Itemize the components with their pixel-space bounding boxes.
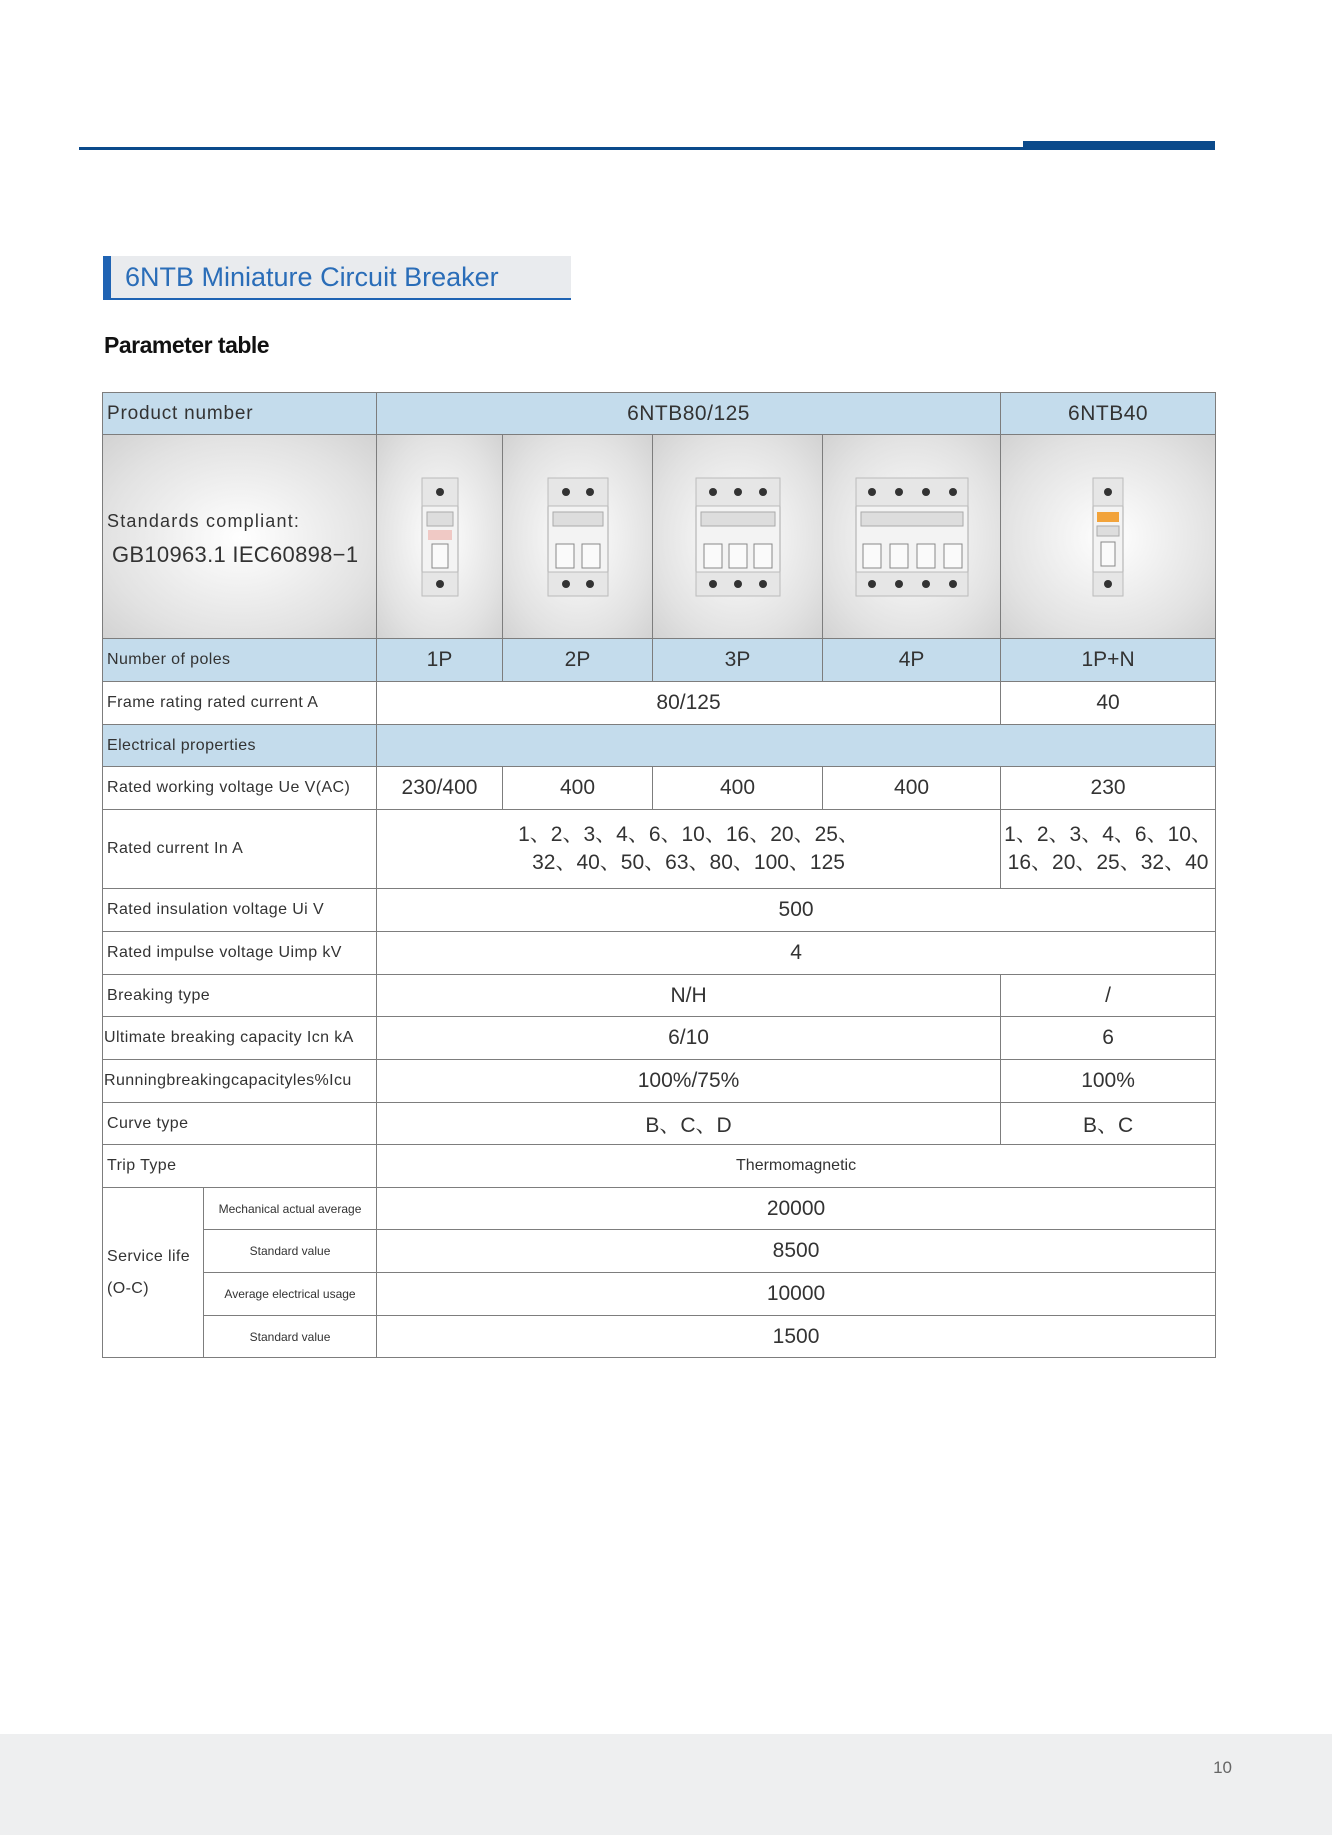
row-label: Frame rating rated current A xyxy=(103,682,377,725)
service-sub-label: Average electrical usage xyxy=(204,1273,377,1316)
running-a: 100%/75% xyxy=(377,1060,1001,1103)
breaker-image-3p xyxy=(653,435,823,639)
section-title-box xyxy=(103,256,571,300)
table-row xyxy=(103,725,1216,767)
table-row xyxy=(103,1017,1216,1060)
ultimate-b: 6 xyxy=(1001,1017,1216,1060)
table-row xyxy=(103,682,1216,725)
curve-b: B、C xyxy=(1001,1103,1216,1145)
frame-value-b: 40 xyxy=(1001,682,1216,725)
row-label: Runningbreakingcapacityles%Icu xyxy=(103,1060,377,1103)
voltage-3p: 400 xyxy=(653,767,823,810)
service-sub-label: Standard value xyxy=(204,1316,377,1358)
breaker-1p-icon xyxy=(410,472,470,602)
row-label: Product number xyxy=(103,393,377,435)
rated-current-b-line1: 1、2、3、4、6、10、 xyxy=(1004,823,1212,846)
table-row xyxy=(103,435,1216,639)
impulse-value: 4 xyxy=(377,932,1216,975)
poles-1p: 1P xyxy=(377,639,503,682)
table-row xyxy=(103,1230,1216,1273)
poles-1pn: 1P+N xyxy=(1001,639,1216,682)
electrical-blank xyxy=(377,725,1216,767)
breaker-image-4p xyxy=(823,435,1001,639)
breaker-1pn-icon xyxy=(1083,472,1133,602)
product-group-b: 6NTB40 xyxy=(1001,393,1216,435)
breaker-4p-icon xyxy=(850,472,974,602)
row-label: Number of poles xyxy=(103,639,377,682)
header-rule-accent xyxy=(1023,141,1215,150)
breaker-image-1pn xyxy=(1001,435,1216,639)
breaker-2p-icon xyxy=(538,472,618,602)
ultimate-a: 6/10 xyxy=(377,1017,1001,1060)
row-label: Rated working voltage Ue V(AC) xyxy=(103,767,377,810)
standards-cell xyxy=(103,435,377,639)
poles-4p: 4P xyxy=(823,639,1001,682)
row-label: Rated impulse voltage Uimp kV xyxy=(103,932,377,975)
curve-a: B、C、D xyxy=(377,1103,1001,1145)
poles-3p: 3P xyxy=(653,639,823,682)
parameter-table xyxy=(102,392,1216,1358)
rated-current-a-line2: 32、40、50、63、80、100、125 xyxy=(532,851,845,874)
row-label: Breaking type xyxy=(103,975,377,1017)
breaker-image-1p xyxy=(377,435,503,639)
running-b: 100% xyxy=(1001,1060,1216,1103)
footer-band xyxy=(0,1734,1332,1835)
rated-current-b-line2: 16、20、25、32、40 xyxy=(1007,851,1209,874)
table-row xyxy=(103,1060,1216,1103)
voltage-1p: 230/400 xyxy=(377,767,503,810)
table-row xyxy=(103,1188,1216,1230)
frame-value-a: 80/125 xyxy=(377,682,1001,725)
row-label: Rated insulation voltage Ui V xyxy=(103,889,377,932)
voltage-4p: 400 xyxy=(823,767,1001,810)
table-row xyxy=(103,639,1216,682)
rated-current-a-line1: 1、2、3、4、6、10、16、20、25、 xyxy=(518,823,859,846)
table-row xyxy=(103,975,1216,1017)
table-row xyxy=(103,1316,1216,1358)
breaker-3p-icon xyxy=(688,472,788,602)
insulation-value: 500 xyxy=(377,889,1216,932)
service-value: 1500 xyxy=(377,1316,1216,1358)
service-value: 10000 xyxy=(377,1273,1216,1316)
voltage-1pn: 230 xyxy=(1001,767,1216,810)
table-row xyxy=(103,1145,1216,1188)
service-life-line2: (O-C) xyxy=(107,1279,149,1297)
breaking-type-a: N/H xyxy=(377,975,1001,1017)
service-value: 20000 xyxy=(377,1188,1216,1230)
breaker-image-2p xyxy=(503,435,653,639)
breaking-type-b: / xyxy=(1001,975,1216,1017)
service-life-label xyxy=(103,1188,204,1358)
trip-value: Thermomagnetic xyxy=(377,1145,1216,1188)
page-number: 10 xyxy=(1213,1758,1232,1777)
standards-label: Standards compliant: xyxy=(107,511,301,531)
service-value: 8500 xyxy=(377,1230,1216,1273)
rated-current-a xyxy=(377,810,1001,889)
table-row xyxy=(103,1273,1216,1316)
service-life-line1: Service life xyxy=(107,1247,191,1265)
standards-value: GB10963.1 IEC60898−1 xyxy=(112,542,359,567)
service-sub-label: Standard value xyxy=(204,1230,377,1273)
row-label: Rated current In A xyxy=(103,810,377,889)
table-row xyxy=(103,767,1216,810)
table-row xyxy=(103,1103,1216,1145)
poles-2p: 2P xyxy=(503,639,653,682)
table-row xyxy=(103,932,1216,975)
rated-current-b xyxy=(1001,810,1216,889)
voltage-2p: 400 xyxy=(503,767,653,810)
table-row xyxy=(103,810,1216,889)
row-label: Trip Type xyxy=(103,1145,377,1188)
page-subtitle: Parameter table xyxy=(104,332,270,358)
row-label: Curve type xyxy=(103,1103,377,1145)
table-row xyxy=(103,889,1216,932)
table-row xyxy=(103,393,1216,435)
product-group-a: 6NTB80/125 xyxy=(377,393,1001,435)
service-sub-label: Mechanical actual average xyxy=(204,1188,377,1230)
row-label: Ultimate breaking capacity Icn kA xyxy=(103,1017,377,1060)
section-title: 6NTB Miniature Circuit Breaker xyxy=(125,262,499,292)
row-label: Electrical properties xyxy=(103,725,377,767)
